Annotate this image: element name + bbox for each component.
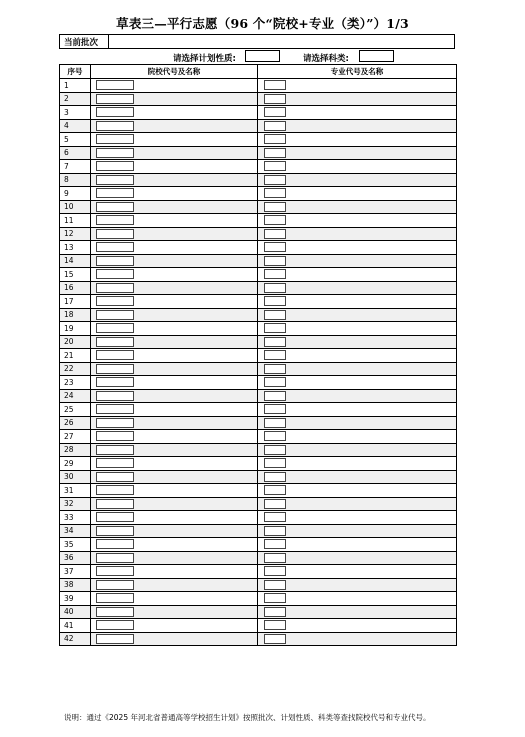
row-index: 26 bbox=[60, 416, 91, 430]
major-code-input[interactable] bbox=[264, 485, 286, 495]
school-code-input[interactable] bbox=[96, 593, 134, 603]
footer-note: 说明：通过《2025 年河北省普通高等学校招生计划》按照批次、计划性质、科类等查找院校代号和专业代号。 bbox=[64, 713, 431, 722]
major-code-input[interactable] bbox=[264, 553, 286, 563]
major-code-input[interactable] bbox=[264, 512, 286, 522]
school-code-input[interactable] bbox=[96, 526, 134, 536]
row-index: 23 bbox=[60, 376, 91, 390]
major-code-input[interactable] bbox=[264, 202, 286, 212]
major-cell bbox=[258, 592, 457, 606]
school-code-input[interactable] bbox=[96, 418, 134, 428]
major-cell bbox=[258, 200, 457, 214]
school-code-input[interactable] bbox=[96, 94, 134, 104]
header-index: 序号 bbox=[60, 65, 91, 79]
school-cell bbox=[91, 335, 258, 349]
major-cell bbox=[258, 227, 457, 241]
major-code-input[interactable] bbox=[264, 215, 286, 225]
row-index: 4 bbox=[60, 119, 91, 133]
major-cell bbox=[258, 362, 457, 376]
row-index: 32 bbox=[60, 497, 91, 511]
major-code-input[interactable] bbox=[264, 229, 286, 239]
school-cell bbox=[91, 497, 258, 511]
school-cell bbox=[91, 214, 258, 228]
subject-category-label: 请选择科类: bbox=[303, 54, 349, 64]
school-cell bbox=[91, 484, 258, 498]
major-code-input[interactable] bbox=[264, 458, 286, 468]
school-cell bbox=[91, 322, 258, 336]
school-cell bbox=[91, 79, 258, 93]
school-cell bbox=[91, 160, 258, 174]
table-row bbox=[60, 119, 457, 133]
row-index: 42 bbox=[60, 632, 91, 646]
school-cell bbox=[91, 430, 258, 444]
major-cell bbox=[258, 524, 457, 538]
major-code-input[interactable] bbox=[264, 242, 286, 252]
filter-row bbox=[59, 49, 455, 64]
major-code-input[interactable] bbox=[264, 607, 286, 617]
school-code-input[interactable] bbox=[96, 134, 134, 144]
school-cell bbox=[91, 281, 258, 295]
table-row bbox=[60, 160, 457, 174]
row-index: 30 bbox=[60, 470, 91, 484]
major-code-input[interactable] bbox=[264, 310, 286, 320]
row-index: 39 bbox=[60, 592, 91, 606]
row-index: 17 bbox=[60, 295, 91, 309]
major-cell bbox=[258, 254, 457, 268]
major-code-input[interactable] bbox=[264, 593, 286, 603]
table-row bbox=[60, 484, 457, 498]
school-cell bbox=[91, 362, 258, 376]
row-index: 2 bbox=[60, 92, 91, 106]
table-row bbox=[60, 632, 457, 646]
subject-category-input[interactable] bbox=[359, 50, 394, 62]
school-code-input[interactable] bbox=[96, 242, 134, 252]
school-cell bbox=[91, 619, 258, 633]
major-cell bbox=[258, 416, 457, 430]
table-row bbox=[60, 578, 457, 592]
school-cell bbox=[91, 470, 258, 484]
major-code-input[interactable] bbox=[264, 256, 286, 266]
school-code-input[interactable] bbox=[96, 607, 134, 617]
school-cell bbox=[91, 538, 258, 552]
major-code-input[interactable] bbox=[264, 94, 286, 104]
major-code-input[interactable] bbox=[264, 80, 286, 90]
school-code-input[interactable] bbox=[96, 148, 134, 158]
plan-nature-label: 请选择计划性质: bbox=[173, 54, 236, 64]
volunteer-table bbox=[59, 64, 457, 646]
major-code-input[interactable] bbox=[264, 580, 286, 590]
row-index: 11 bbox=[60, 214, 91, 228]
major-code-input[interactable] bbox=[264, 188, 286, 198]
school-code-input[interactable] bbox=[96, 485, 134, 495]
school-code-input[interactable] bbox=[96, 256, 134, 266]
school-code-input[interactable] bbox=[96, 80, 134, 90]
major-code-input[interactable] bbox=[264, 161, 286, 171]
school-code-input[interactable] bbox=[96, 472, 134, 482]
batch-divider bbox=[108, 35, 109, 48]
table-row bbox=[60, 605, 457, 619]
major-cell bbox=[258, 187, 457, 201]
school-code-input[interactable] bbox=[96, 458, 134, 468]
major-cell bbox=[258, 538, 457, 552]
major-cell bbox=[258, 457, 457, 471]
row-index: 27 bbox=[60, 430, 91, 444]
row-index: 5 bbox=[60, 133, 91, 147]
major-code-input[interactable] bbox=[264, 269, 286, 279]
major-code-input[interactable] bbox=[264, 175, 286, 185]
row-index: 22 bbox=[60, 362, 91, 376]
school-code-input[interactable] bbox=[96, 634, 134, 644]
table-row bbox=[60, 295, 457, 309]
row-index: 21 bbox=[60, 349, 91, 363]
header-school: 院校代号及名称 bbox=[91, 65, 258, 79]
school-cell bbox=[91, 133, 258, 147]
table-row bbox=[60, 524, 457, 538]
row-index: 28 bbox=[60, 443, 91, 457]
row-index: 7 bbox=[60, 160, 91, 174]
school-code-input[interactable] bbox=[96, 188, 134, 198]
major-cell bbox=[258, 605, 457, 619]
school-cell bbox=[91, 524, 258, 538]
row-index: 35 bbox=[60, 538, 91, 552]
school-cell bbox=[91, 146, 258, 160]
major-cell bbox=[258, 79, 457, 93]
table-row bbox=[60, 470, 457, 484]
school-cell bbox=[91, 295, 258, 309]
school-code-input[interactable] bbox=[96, 175, 134, 185]
table-row bbox=[60, 416, 457, 430]
table-row bbox=[60, 430, 457, 444]
school-cell bbox=[91, 416, 258, 430]
row-index: 31 bbox=[60, 484, 91, 498]
major-cell bbox=[258, 551, 457, 565]
header-major: 专业代号及名称 bbox=[258, 65, 457, 79]
major-cell bbox=[258, 470, 457, 484]
table-row bbox=[60, 281, 457, 295]
row-index: 38 bbox=[60, 578, 91, 592]
table-row bbox=[60, 200, 457, 214]
school-code-input[interactable] bbox=[96, 553, 134, 563]
table-row bbox=[60, 362, 457, 376]
school-code-input[interactable] bbox=[96, 161, 134, 171]
major-cell bbox=[258, 322, 457, 336]
school-cell bbox=[91, 565, 258, 579]
school-cell bbox=[91, 254, 258, 268]
major-code-input[interactable] bbox=[264, 107, 286, 117]
major-cell bbox=[258, 214, 457, 228]
school-cell bbox=[91, 511, 258, 525]
table-row bbox=[60, 146, 457, 160]
school-cell bbox=[91, 227, 258, 241]
table-row bbox=[60, 538, 457, 552]
table-row bbox=[60, 92, 457, 106]
major-cell bbox=[258, 403, 457, 417]
table-row bbox=[60, 551, 457, 565]
major-cell bbox=[258, 173, 457, 187]
school-cell bbox=[91, 173, 258, 187]
school-cell bbox=[91, 92, 258, 106]
major-code-input[interactable] bbox=[264, 499, 286, 509]
school-code-input[interactable] bbox=[96, 391, 134, 401]
major-cell bbox=[258, 295, 457, 309]
school-cell bbox=[91, 592, 258, 606]
row-index: 9 bbox=[60, 187, 91, 201]
school-cell bbox=[91, 349, 258, 363]
row-index: 3 bbox=[60, 106, 91, 120]
table-row bbox=[60, 214, 457, 228]
school-code-input[interactable] bbox=[96, 539, 134, 549]
school-code-input[interactable] bbox=[96, 580, 134, 590]
school-code-input[interactable] bbox=[96, 499, 134, 509]
row-index: 40 bbox=[60, 605, 91, 619]
school-cell bbox=[91, 403, 258, 417]
major-cell bbox=[258, 106, 457, 120]
school-code-input[interactable] bbox=[96, 269, 134, 279]
major-code-input[interactable] bbox=[264, 634, 286, 644]
major-cell bbox=[258, 511, 457, 525]
row-index: 33 bbox=[60, 511, 91, 525]
school-code-input[interactable] bbox=[96, 337, 134, 347]
school-cell bbox=[91, 443, 258, 457]
major-code-input[interactable] bbox=[264, 539, 286, 549]
major-code-input[interactable] bbox=[264, 323, 286, 333]
major-code-input[interactable] bbox=[264, 364, 286, 374]
row-index: 36 bbox=[60, 551, 91, 565]
row-index: 34 bbox=[60, 524, 91, 538]
school-cell bbox=[91, 551, 258, 565]
table-row bbox=[60, 268, 457, 282]
school-cell bbox=[91, 457, 258, 471]
school-code-input[interactable] bbox=[96, 310, 134, 320]
table-row bbox=[60, 254, 457, 268]
school-cell bbox=[91, 605, 258, 619]
major-cell bbox=[258, 268, 457, 282]
row-index: 1 bbox=[60, 79, 91, 93]
table-row bbox=[60, 592, 457, 606]
table-row bbox=[60, 173, 457, 187]
major-cell bbox=[258, 430, 457, 444]
school-cell bbox=[91, 268, 258, 282]
major-cell bbox=[258, 119, 457, 133]
row-index: 29 bbox=[60, 457, 91, 471]
school-cell bbox=[91, 187, 258, 201]
major-cell bbox=[258, 443, 457, 457]
table-row bbox=[60, 403, 457, 417]
school-cell bbox=[91, 106, 258, 120]
table-row bbox=[60, 619, 457, 633]
table-row bbox=[60, 106, 457, 120]
page-title: 草表三—平行志愿（96 个“院校+专业（类）”）1/3 bbox=[116, 16, 409, 31]
major-cell bbox=[258, 92, 457, 106]
row-index: 14 bbox=[60, 254, 91, 268]
major-cell bbox=[258, 389, 457, 403]
school-code-input[interactable] bbox=[96, 121, 134, 131]
major-code-input[interactable] bbox=[264, 566, 286, 576]
school-code-input[interactable] bbox=[96, 566, 134, 576]
school-cell bbox=[91, 119, 258, 133]
table-row bbox=[60, 308, 457, 322]
table-row bbox=[60, 133, 457, 147]
row-index: 16 bbox=[60, 281, 91, 295]
major-code-input[interactable] bbox=[264, 418, 286, 428]
table-row bbox=[60, 511, 457, 525]
major-cell bbox=[258, 308, 457, 322]
major-cell bbox=[258, 146, 457, 160]
major-cell bbox=[258, 484, 457, 498]
major-code-input[interactable] bbox=[264, 296, 286, 306]
school-cell bbox=[91, 308, 258, 322]
current-batch-row bbox=[59, 34, 455, 49]
school-code-input[interactable] bbox=[96, 296, 134, 306]
school-code-input[interactable] bbox=[96, 512, 134, 522]
table-row bbox=[60, 322, 457, 336]
table-body bbox=[60, 79, 457, 646]
major-code-input[interactable] bbox=[264, 134, 286, 144]
school-code-input[interactable] bbox=[96, 377, 134, 387]
table-row bbox=[60, 376, 457, 390]
row-index: 12 bbox=[60, 227, 91, 241]
school-code-input[interactable] bbox=[96, 431, 134, 441]
table-row bbox=[60, 79, 457, 93]
school-code-input[interactable] bbox=[96, 202, 134, 212]
row-index: 8 bbox=[60, 173, 91, 187]
major-code-input[interactable] bbox=[264, 620, 286, 630]
school-code-input[interactable] bbox=[96, 215, 134, 225]
table-row bbox=[60, 443, 457, 457]
major-code-input[interactable] bbox=[264, 526, 286, 536]
row-index: 15 bbox=[60, 268, 91, 282]
school-code-input[interactable] bbox=[96, 445, 134, 455]
major-cell bbox=[258, 349, 457, 363]
major-code-input[interactable] bbox=[264, 148, 286, 158]
row-index: 41 bbox=[60, 619, 91, 633]
table-row bbox=[60, 497, 457, 511]
school-cell bbox=[91, 376, 258, 390]
major-cell bbox=[258, 632, 457, 646]
table-row bbox=[60, 457, 457, 471]
row-index: 37 bbox=[60, 565, 91, 579]
school-code-input[interactable] bbox=[96, 620, 134, 630]
table-row bbox=[60, 389, 457, 403]
major-code-input[interactable] bbox=[264, 337, 286, 347]
school-cell bbox=[91, 241, 258, 255]
school-code-input[interactable] bbox=[96, 350, 134, 360]
major-cell bbox=[258, 497, 457, 511]
school-code-input[interactable] bbox=[96, 283, 134, 293]
major-cell bbox=[258, 565, 457, 579]
major-code-input[interactable] bbox=[264, 377, 286, 387]
row-index: 19 bbox=[60, 322, 91, 336]
major-cell bbox=[258, 133, 457, 147]
major-code-input[interactable] bbox=[264, 404, 286, 414]
major-code-input[interactable] bbox=[264, 445, 286, 455]
school-code-input[interactable] bbox=[96, 404, 134, 414]
school-cell bbox=[91, 200, 258, 214]
major-code-input[interactable] bbox=[264, 391, 286, 401]
row-index: 13 bbox=[60, 241, 91, 255]
major-code-input[interactable] bbox=[264, 283, 286, 293]
row-index: 10 bbox=[60, 200, 91, 214]
table-row bbox=[60, 187, 457, 201]
school-cell bbox=[91, 632, 258, 646]
major-cell bbox=[258, 619, 457, 633]
row-index: 18 bbox=[60, 308, 91, 322]
row-index: 25 bbox=[60, 403, 91, 417]
major-cell bbox=[258, 281, 457, 295]
major-cell bbox=[258, 241, 457, 255]
table-row bbox=[60, 565, 457, 579]
table-row bbox=[60, 227, 457, 241]
major-code-input[interactable] bbox=[264, 350, 286, 360]
major-cell bbox=[258, 335, 457, 349]
major-cell bbox=[258, 578, 457, 592]
row-index: 6 bbox=[60, 146, 91, 160]
major-code-input[interactable] bbox=[264, 472, 286, 482]
school-cell bbox=[91, 578, 258, 592]
major-code-input[interactable] bbox=[264, 121, 286, 131]
school-code-input[interactable] bbox=[96, 323, 134, 333]
school-code-input[interactable] bbox=[96, 107, 134, 117]
row-index: 20 bbox=[60, 335, 91, 349]
major-cell bbox=[258, 160, 457, 174]
major-code-input[interactable] bbox=[264, 431, 286, 441]
major-cell bbox=[258, 376, 457, 390]
row-index: 24 bbox=[60, 389, 91, 403]
table-row bbox=[60, 335, 457, 349]
current-batch-label: 当前批次 bbox=[64, 38, 99, 48]
plan-nature-input[interactable] bbox=[245, 50, 280, 62]
table-header-row bbox=[60, 65, 457, 79]
school-code-input[interactable] bbox=[96, 364, 134, 374]
table-row bbox=[60, 241, 457, 255]
school-code-input[interactable] bbox=[96, 229, 134, 239]
table-row bbox=[60, 349, 457, 363]
school-cell bbox=[91, 389, 258, 403]
